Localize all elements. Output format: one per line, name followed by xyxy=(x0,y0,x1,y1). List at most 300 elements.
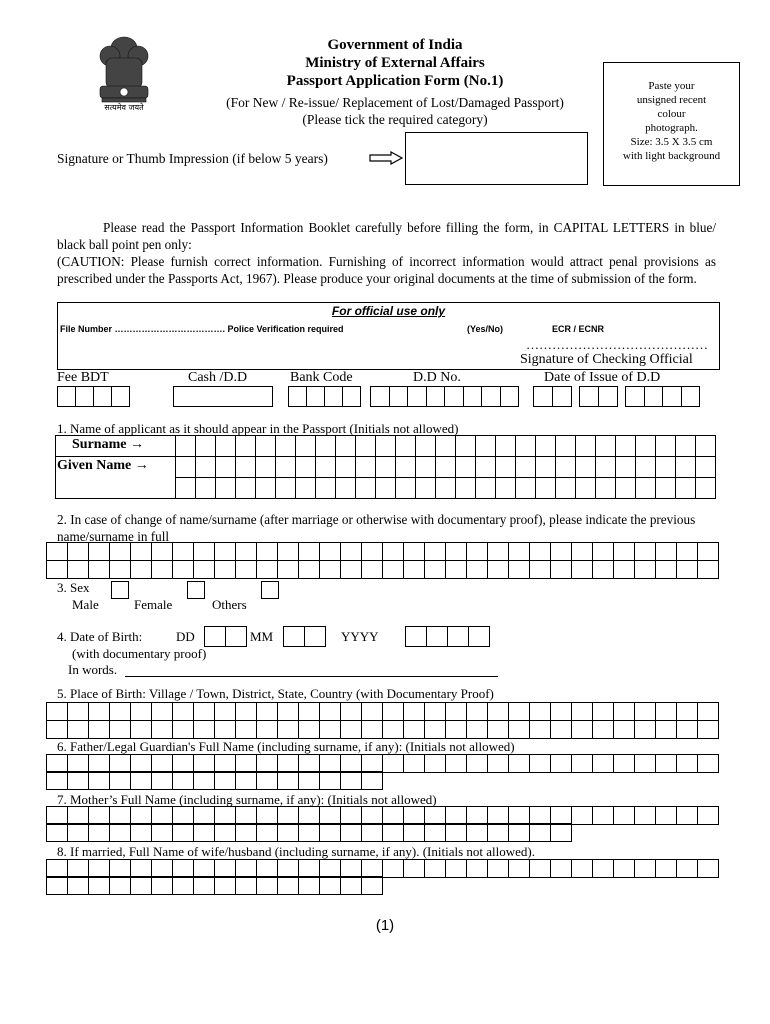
char-box[interactable] xyxy=(383,721,404,739)
char-box[interactable] xyxy=(635,860,656,878)
char-box[interactable] xyxy=(425,755,446,773)
char-box[interactable] xyxy=(572,755,593,773)
char-box[interactable] xyxy=(110,772,131,790)
char-box[interactable] xyxy=(616,457,636,478)
char-box[interactable] xyxy=(656,478,676,499)
char-box[interactable] xyxy=(383,561,404,579)
char-box[interactable] xyxy=(236,561,257,579)
char-box[interactable] xyxy=(47,703,68,721)
char-box[interactable] xyxy=(256,457,276,478)
char-box[interactable] xyxy=(216,436,236,457)
char-box[interactable] xyxy=(341,824,362,842)
char-box[interactable] xyxy=(556,457,576,478)
char-box[interactable] xyxy=(425,543,446,561)
char-box[interactable] xyxy=(456,457,476,478)
char-box[interactable] xyxy=(416,478,436,499)
char-box[interactable] xyxy=(320,721,341,739)
char-box[interactable] xyxy=(236,457,256,478)
char-box[interactable] xyxy=(236,436,256,457)
char-box[interactable] xyxy=(47,543,68,561)
char-box[interactable] xyxy=(677,543,698,561)
char-box[interactable] xyxy=(236,703,257,721)
char-box[interactable] xyxy=(376,436,396,457)
char-box[interactable] xyxy=(456,478,476,499)
char-box[interactable] xyxy=(636,436,656,457)
char-box[interactable] xyxy=(89,721,110,739)
char-box[interactable] xyxy=(356,436,376,457)
char-box[interactable] xyxy=(336,457,356,478)
char-box[interactable] xyxy=(362,877,383,895)
char-box[interactable] xyxy=(68,561,89,579)
char-box[interactable] xyxy=(173,561,194,579)
char-box[interactable] xyxy=(509,561,530,579)
char-box[interactable] xyxy=(110,703,131,721)
char-box[interactable] xyxy=(425,721,446,739)
char-box[interactable] xyxy=(215,824,236,842)
char-box[interactable] xyxy=(257,877,278,895)
char-box[interactable] xyxy=(576,457,596,478)
char-box[interactable] xyxy=(476,478,496,499)
char-box[interactable] xyxy=(131,877,152,895)
char-box[interactable] xyxy=(215,772,236,790)
char-box[interactable] xyxy=(320,877,341,895)
char-box[interactable] xyxy=(176,436,196,457)
dob-year-boxes[interactable] xyxy=(405,626,490,647)
char-box[interactable] xyxy=(676,478,696,499)
char-box[interactable] xyxy=(576,436,596,457)
place-of-birth-grid[interactable] xyxy=(46,702,719,739)
char-box[interactable] xyxy=(556,436,576,457)
char-box[interactable] xyxy=(436,436,456,457)
char-box[interactable] xyxy=(656,457,676,478)
char-box[interactable] xyxy=(635,561,656,579)
char-box[interactable] xyxy=(572,561,593,579)
char-box[interactable] xyxy=(488,721,509,739)
char-box[interactable] xyxy=(216,457,236,478)
char-box[interactable] xyxy=(656,543,677,561)
char-box[interactable] xyxy=(614,860,635,878)
char-box[interactable] xyxy=(698,561,719,579)
char-box[interactable] xyxy=(131,824,152,842)
char-box[interactable] xyxy=(152,721,173,739)
char-box[interactable] xyxy=(593,561,614,579)
char-box[interactable] xyxy=(635,807,656,825)
char-box[interactable] xyxy=(47,877,68,895)
char-box[interactable] xyxy=(509,824,530,842)
char-box[interactable] xyxy=(677,703,698,721)
char-box[interactable] xyxy=(404,561,425,579)
char-box[interactable] xyxy=(698,543,719,561)
char-box[interactable] xyxy=(516,457,536,478)
char-box[interactable] xyxy=(656,703,677,721)
char-box[interactable] xyxy=(556,478,576,499)
char-box[interactable] xyxy=(696,457,716,478)
char-box[interactable] xyxy=(416,436,436,457)
char-box[interactable] xyxy=(551,543,572,561)
char-box[interactable] xyxy=(47,772,68,790)
char-box[interactable] xyxy=(276,436,296,457)
char-box[interactable] xyxy=(336,436,356,457)
char-box[interactable] xyxy=(698,703,719,721)
char-box[interactable] xyxy=(467,721,488,739)
char-box[interactable] xyxy=(530,721,551,739)
char-box[interactable] xyxy=(530,703,551,721)
char-box[interactable] xyxy=(68,772,89,790)
char-box[interactable] xyxy=(446,703,467,721)
female-checkbox[interactable] xyxy=(187,581,205,599)
char-box[interactable] xyxy=(47,721,68,739)
char-box[interactable] xyxy=(635,543,656,561)
char-box[interactable] xyxy=(376,457,396,478)
char-box[interactable] xyxy=(530,824,551,842)
char-box[interactable] xyxy=(496,457,516,478)
char-box[interactable] xyxy=(341,543,362,561)
char-box[interactable] xyxy=(362,824,383,842)
char-box[interactable] xyxy=(467,755,488,773)
char-box[interactable] xyxy=(446,824,467,842)
char-box[interactable] xyxy=(320,703,341,721)
char-box[interactable] xyxy=(698,807,719,825)
char-box[interactable] xyxy=(551,561,572,579)
char-box[interactable] xyxy=(551,703,572,721)
photo-box[interactable] xyxy=(603,62,740,186)
char-box[interactable] xyxy=(488,824,509,842)
char-box[interactable] xyxy=(404,703,425,721)
char-box[interactable] xyxy=(467,860,488,878)
char-box[interactable] xyxy=(194,543,215,561)
dob-month-boxes[interactable] xyxy=(283,626,326,647)
char-box[interactable] xyxy=(110,824,131,842)
char-box[interactable] xyxy=(467,703,488,721)
char-box[interactable] xyxy=(296,457,316,478)
char-box[interactable] xyxy=(596,457,616,478)
char-box[interactable] xyxy=(152,561,173,579)
char-box[interactable] xyxy=(576,478,596,499)
char-box[interactable] xyxy=(356,457,376,478)
char-box[interactable] xyxy=(456,436,476,457)
char-box[interactable] xyxy=(299,772,320,790)
char-box[interactable] xyxy=(530,860,551,878)
char-box[interactable] xyxy=(362,721,383,739)
char-box[interactable] xyxy=(516,436,536,457)
char-box[interactable] xyxy=(68,703,89,721)
char-box[interactable] xyxy=(362,772,383,790)
char-box[interactable] xyxy=(635,721,656,739)
char-box[interactable] xyxy=(467,561,488,579)
char-box[interactable] xyxy=(299,721,320,739)
char-box[interactable] xyxy=(596,436,616,457)
char-box[interactable] xyxy=(530,561,551,579)
char-box[interactable] xyxy=(656,436,676,457)
char-box[interactable] xyxy=(404,543,425,561)
char-box[interactable] xyxy=(696,436,716,457)
char-box[interactable] xyxy=(341,772,362,790)
char-box[interactable] xyxy=(299,703,320,721)
mother-name-grid-row2[interactable] xyxy=(46,823,572,842)
char-box[interactable] xyxy=(614,807,635,825)
char-box[interactable] xyxy=(173,824,194,842)
char-box[interactable] xyxy=(536,436,556,457)
char-box[interactable] xyxy=(467,824,488,842)
char-box[interactable] xyxy=(278,877,299,895)
char-box[interactable] xyxy=(356,478,376,499)
dd-date-year-boxes[interactable] xyxy=(625,386,700,407)
char-box[interactable] xyxy=(616,478,636,499)
char-box[interactable] xyxy=(278,772,299,790)
char-box[interactable] xyxy=(551,721,572,739)
char-box[interactable] xyxy=(215,877,236,895)
char-box[interactable] xyxy=(176,457,196,478)
char-box[interactable] xyxy=(677,860,698,878)
char-box[interactable] xyxy=(396,478,416,499)
char-box[interactable] xyxy=(698,755,719,773)
char-box[interactable] xyxy=(316,436,336,457)
char-box[interactable] xyxy=(572,543,593,561)
char-box[interactable] xyxy=(446,561,467,579)
char-box[interactable] xyxy=(194,561,215,579)
char-box[interactable] xyxy=(89,824,110,842)
char-box[interactable] xyxy=(551,860,572,878)
char-box[interactable] xyxy=(341,703,362,721)
char-box[interactable] xyxy=(257,543,278,561)
char-box[interactable] xyxy=(362,561,383,579)
char-box[interactable] xyxy=(488,543,509,561)
char-box[interactable] xyxy=(593,543,614,561)
char-box[interactable] xyxy=(173,543,194,561)
char-box[interactable] xyxy=(278,824,299,842)
char-box[interactable] xyxy=(296,478,316,499)
char-box[interactable] xyxy=(257,824,278,842)
char-box[interactable] xyxy=(436,457,456,478)
char-box[interactable] xyxy=(194,721,215,739)
char-box[interactable] xyxy=(404,755,425,773)
char-box[interactable] xyxy=(677,807,698,825)
char-box[interactable] xyxy=(635,703,656,721)
char-box[interactable] xyxy=(236,721,257,739)
char-box[interactable] xyxy=(110,877,131,895)
char-box[interactable] xyxy=(173,721,194,739)
others-checkbox[interactable] xyxy=(261,581,279,599)
char-box[interactable] xyxy=(278,543,299,561)
char-box[interactable] xyxy=(416,457,436,478)
char-box[interactable] xyxy=(236,543,257,561)
char-box[interactable] xyxy=(131,543,152,561)
char-box[interactable] xyxy=(446,755,467,773)
char-box[interactable] xyxy=(257,561,278,579)
char-box[interactable] xyxy=(551,755,572,773)
char-box[interactable] xyxy=(131,721,152,739)
char-box[interactable] xyxy=(551,824,572,842)
fee-bdt-boxes[interactable] xyxy=(57,386,130,407)
char-box[interactable] xyxy=(446,543,467,561)
dob-words-line[interactable] xyxy=(125,676,498,677)
char-box[interactable] xyxy=(698,721,719,739)
char-box[interactable] xyxy=(383,755,404,773)
char-box[interactable] xyxy=(68,721,89,739)
char-box[interactable] xyxy=(215,561,236,579)
char-box[interactable] xyxy=(320,772,341,790)
char-box[interactable] xyxy=(236,877,257,895)
father-name-grid-row2[interactable] xyxy=(46,771,383,790)
char-box[interactable] xyxy=(68,877,89,895)
char-box[interactable] xyxy=(176,478,196,499)
char-box[interactable] xyxy=(131,561,152,579)
char-box[interactable] xyxy=(425,703,446,721)
char-box[interactable] xyxy=(47,824,68,842)
char-box[interactable] xyxy=(278,561,299,579)
char-box[interactable] xyxy=(509,860,530,878)
char-box[interactable] xyxy=(404,860,425,878)
char-box[interactable] xyxy=(194,772,215,790)
char-box[interactable] xyxy=(173,703,194,721)
char-box[interactable] xyxy=(89,703,110,721)
char-box[interactable] xyxy=(68,824,89,842)
char-box[interactable] xyxy=(593,703,614,721)
char-box[interactable] xyxy=(509,755,530,773)
char-box[interactable] xyxy=(530,543,551,561)
char-box[interactable] xyxy=(488,703,509,721)
char-box[interactable] xyxy=(278,721,299,739)
char-box[interactable] xyxy=(296,436,316,457)
char-box[interactable] xyxy=(396,457,416,478)
cash-dd-box[interactable] xyxy=(173,386,273,407)
char-box[interactable] xyxy=(362,703,383,721)
char-box[interactable] xyxy=(614,703,635,721)
char-box[interactable] xyxy=(496,478,516,499)
char-box[interactable] xyxy=(152,703,173,721)
char-box[interactable] xyxy=(572,860,593,878)
char-box[interactable] xyxy=(656,755,677,773)
char-box[interactable] xyxy=(194,824,215,842)
char-box[interactable] xyxy=(593,860,614,878)
char-box[interactable] xyxy=(152,543,173,561)
char-box[interactable] xyxy=(676,436,696,457)
char-box[interactable] xyxy=(173,772,194,790)
char-box[interactable] xyxy=(635,755,656,773)
char-box[interactable] xyxy=(496,436,516,457)
char-box[interactable] xyxy=(425,561,446,579)
char-box[interactable] xyxy=(593,721,614,739)
char-box[interactable] xyxy=(110,721,131,739)
char-box[interactable] xyxy=(509,721,530,739)
char-box[interactable] xyxy=(614,755,635,773)
char-box[interactable] xyxy=(215,721,236,739)
dd-date-month-boxes[interactable] xyxy=(579,386,618,407)
char-box[interactable] xyxy=(383,543,404,561)
char-box[interactable] xyxy=(656,860,677,878)
char-box[interactable] xyxy=(476,457,496,478)
char-box[interactable] xyxy=(341,721,362,739)
char-box[interactable] xyxy=(616,436,636,457)
char-box[interactable] xyxy=(572,721,593,739)
char-box[interactable] xyxy=(446,860,467,878)
char-box[interactable] xyxy=(47,561,68,579)
char-box[interactable] xyxy=(257,703,278,721)
char-box[interactable] xyxy=(68,543,89,561)
char-box[interactable] xyxy=(256,436,276,457)
char-box[interactable] xyxy=(152,772,173,790)
char-box[interactable] xyxy=(110,543,131,561)
name-grid[interactable] xyxy=(55,435,716,499)
char-box[interactable] xyxy=(110,561,131,579)
char-box[interactable] xyxy=(152,824,173,842)
char-box[interactable] xyxy=(636,478,656,499)
char-box[interactable] xyxy=(488,860,509,878)
char-box[interactable] xyxy=(362,543,383,561)
spouse-name-grid-row2[interactable] xyxy=(46,876,383,895)
char-box[interactable] xyxy=(89,543,110,561)
char-box[interactable] xyxy=(196,436,216,457)
char-box[interactable] xyxy=(89,561,110,579)
char-box[interactable] xyxy=(572,807,593,825)
char-box[interactable] xyxy=(593,755,614,773)
char-box[interactable] xyxy=(257,721,278,739)
char-box[interactable] xyxy=(383,860,404,878)
char-box[interactable] xyxy=(446,721,467,739)
char-box[interactable] xyxy=(396,436,416,457)
char-box[interactable] xyxy=(341,561,362,579)
char-box[interactable] xyxy=(89,877,110,895)
char-box[interactable] xyxy=(436,478,456,499)
char-box[interactable] xyxy=(509,543,530,561)
char-box[interactable] xyxy=(404,824,425,842)
char-box[interactable] xyxy=(196,457,216,478)
char-box[interactable] xyxy=(676,457,696,478)
char-box[interactable] xyxy=(215,543,236,561)
bank-code-boxes[interactable] xyxy=(288,386,361,407)
char-box[interactable] xyxy=(614,721,635,739)
char-box[interactable] xyxy=(89,772,110,790)
char-box[interactable] xyxy=(278,703,299,721)
char-box[interactable] xyxy=(152,877,173,895)
char-box[interactable] xyxy=(530,755,551,773)
char-box[interactable] xyxy=(194,703,215,721)
char-box[interactable] xyxy=(276,457,296,478)
char-box[interactable] xyxy=(572,703,593,721)
char-box[interactable] xyxy=(425,824,446,842)
male-checkbox[interactable] xyxy=(111,581,129,599)
char-box[interactable] xyxy=(256,478,276,499)
char-box[interactable] xyxy=(173,877,194,895)
char-box[interactable] xyxy=(677,561,698,579)
char-box[interactable] xyxy=(677,721,698,739)
char-box[interactable] xyxy=(509,703,530,721)
char-box[interactable] xyxy=(131,772,152,790)
char-box[interactable] xyxy=(299,561,320,579)
char-box[interactable] xyxy=(194,877,215,895)
char-box[interactable] xyxy=(425,860,446,878)
char-box[interactable] xyxy=(383,824,404,842)
char-box[interactable] xyxy=(614,561,635,579)
char-box[interactable] xyxy=(656,561,677,579)
char-box[interactable] xyxy=(299,824,320,842)
char-box[interactable] xyxy=(476,436,496,457)
char-box[interactable] xyxy=(614,543,635,561)
char-box[interactable] xyxy=(299,877,320,895)
dob-day-boxes[interactable] xyxy=(204,626,247,647)
char-box[interactable] xyxy=(316,457,336,478)
char-box[interactable] xyxy=(677,755,698,773)
char-box[interactable] xyxy=(536,478,556,499)
char-box[interactable] xyxy=(488,561,509,579)
char-box[interactable] xyxy=(383,703,404,721)
char-box[interactable] xyxy=(516,478,536,499)
char-box[interactable] xyxy=(404,721,425,739)
char-box[interactable] xyxy=(196,478,216,499)
signature-box[interactable] xyxy=(405,132,588,185)
char-box[interactable] xyxy=(276,478,296,499)
char-box[interactable] xyxy=(341,877,362,895)
